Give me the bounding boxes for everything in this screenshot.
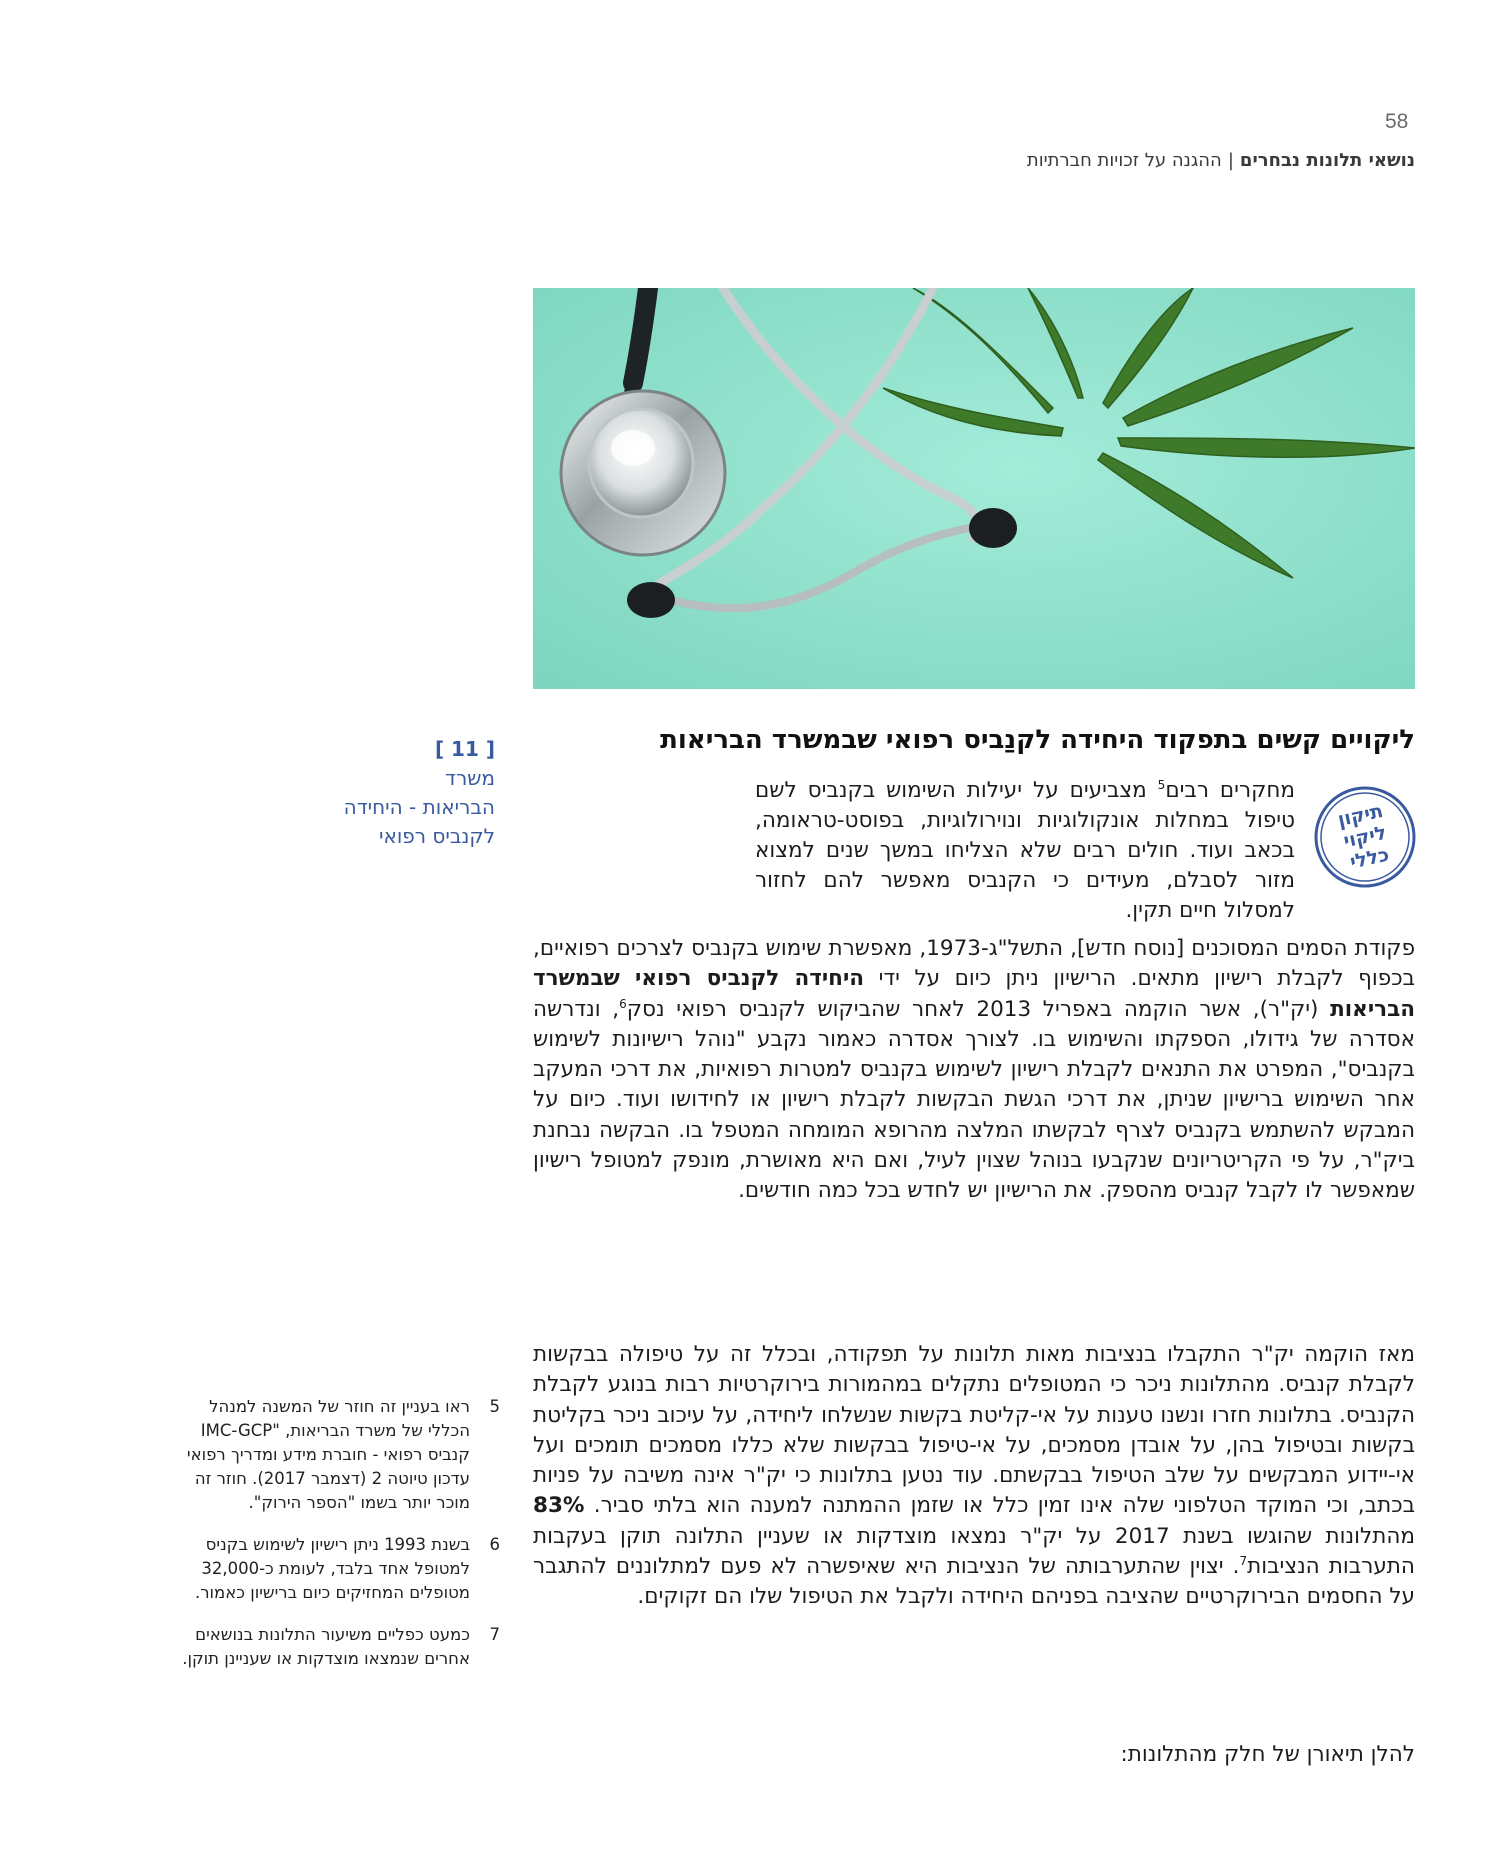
body-paragraph-lead-in: להלן תיאורן של חלק מהתלונות: xyxy=(1120,1742,1415,1767)
footnote xyxy=(170,1623,500,1671)
complaint-body-line: לקנביס רפואי xyxy=(378,824,495,848)
footnote-text: ראו בעניין זה חוזר של המשנה למנהל הכללי של משרד הבריאות, "IMC-GCP קנביס רפואי - חוברת מידע ומדריך רפואי עדכון טיוטה 2 (דצמבר 2017). חוזר זה מוכר יותר בשמו "הספר הירוק". xyxy=(186,1397,470,1512)
hero-photo-stethoscope-cannabis xyxy=(533,288,1415,689)
intro-text: מצביעים על יעילות השימוש בקנביס לשם טיפול במחלות אונקולוגיות ונוירולוגיות, בפוסט-טראומה, בכאב ועוד. חולים רבים שלא הצליחו במשך שנים למצוא מזור לסבלם, מעידים כי הקנביס מאפשר להם לחזור למסלול חיים תקין. xyxy=(755,778,1295,923)
footnote-number: 5 xyxy=(489,1397,500,1416)
body-paragraph xyxy=(533,934,1415,1207)
body-text: (יק"ר), אשר הוקמה באפריל 2013 לאחר שהביקוש לקנביס רפואי נסק xyxy=(626,996,1331,1022)
stamp-line: ליקוי xyxy=(1341,821,1389,853)
hero-illustration xyxy=(533,288,1415,689)
stamp-line: תיקון xyxy=(1335,799,1386,831)
section-title: ליקויים קשים בתפקוד היחידה לקנַביס רפואי שבמשרד הבריאות xyxy=(660,725,1415,755)
body-text: פקודת הסמים המסוכנים [נוסח חדש], התשל"ג-1973, מאפשרת שימוש בקנביס לצרכים רפואיים, בכפוף לקבלת רישיון מתאים. הרישיון ניתן כיום על ידי xyxy=(533,936,1415,992)
running-header-separator: | xyxy=(1227,150,1234,171)
running-header-chapter: ההגנה על זכויות חברתיות xyxy=(1026,150,1222,171)
stethoscope-earpiece-left xyxy=(627,582,675,618)
body-paragraph xyxy=(533,1340,1415,1613)
stamp-badge xyxy=(1313,785,1417,889)
running-header xyxy=(1027,150,1415,171)
body-bold-text: 83% xyxy=(533,1493,585,1519)
footnotes-list xyxy=(170,1395,500,1689)
footnote-number: 6 xyxy=(489,1535,500,1554)
footnote-text: כמעט כפליים משיעור התלונות בנושאים אחרים שנמצאו מוצדקות או שעניינן תוקן. xyxy=(182,1625,470,1668)
footnote xyxy=(170,1395,500,1515)
body-text: מאז הוקמה יק"ר התקבלו בנציבות מאות תלונות על תפקודה, ובכלל זה על טיפולה בבקשות לקבלת קנביס. מהתלונות ניכר כי המטופלים נתקלים במהמורות בירוקרטיות רבות בנוגע לקבלת הקנביס. בתלונות חזרו ונשנו טענות על אי-קליטת בקשות שנשלחו ליחידה, על עיכוב ניכר בקליטת בקשות ובטיפול בהן, על אובדן מסמכים, על אי-טיפול בבקשות שלא כללו מסמכים תומכים ועל אי-יידוע המבקשים על שלב הטיפול בבקשתם. עוד נטען בתלונות כי יק"ר אינה משיבה על פניות בכתב, וכי המוקד הטלפוני שלה אינו זמין כלל או שזמן ההמתנה למענה הוא בלתי סביר. xyxy=(533,1342,1415,1519)
body-text: . יצוין שהתערבותה של הנציבות היא שאיפשרה לא פעם למתלוננים להתגבר על החסמים הבירוקרטיים שהציבה בפניהם היחידה ולקבל את הטיפול שלו הם זקוקים. xyxy=(533,1554,1415,1610)
stamp-line: כללי xyxy=(1348,843,1392,874)
stamp-seal xyxy=(1313,785,1417,889)
complaint-number: [ 11 ] xyxy=(434,737,495,761)
body-text: , ונדרשה אסדרה של גידולו, הספקתו והשימוש בו. לצורך אסדרה כאמור נקבע "נוהל רישיונות לשימוש בקנביס", המפרט את התנאים לקבלת רישיון לשימוש בקנביס למטרות רפואיות, את דרכי המעקב אחר השימוש ברישיון שניתן, את דרכי הגשת הבקשות לקבלת רישיון או לחידושו ועוד. כיום על המבקש להשתמש בקנביס לצרף לבקשתו המלצה מהרופא המומחה המטפל בו. הבקשה נבחנת ביק"ר, על פי הקריטריונים שנקבעו בנוהל שצוין לעיל, ואם היא מאושרת, מונפק למטופל רישיון שמאפשר לו לקבל קנביס מהספק. את הרישיון יש לחדש בכל כמה חודשים. xyxy=(533,996,1415,1204)
complaint-tag xyxy=(270,735,495,851)
footnote-number: 7 xyxy=(489,1625,500,1644)
footnote-ref: 7 xyxy=(1239,1553,1248,1568)
footnote-text: בשנת 1993 ניתן רישיון לשימוש בקניס למטופל אחד בלבד, לעומת כ-32,000 מטופלים המחזיקים כיום ברישיון כאמור. xyxy=(194,1535,470,1602)
complaint-body-line: הבריאות - היחידה xyxy=(343,795,495,819)
intro-text: מחקרים רבים xyxy=(1165,778,1295,803)
footnote-ref: 6 xyxy=(619,996,627,1011)
footnote-ref: 5 xyxy=(1157,777,1166,792)
stethoscope-chestpiece xyxy=(561,391,725,555)
footnote xyxy=(170,1533,500,1605)
intro-paragraph xyxy=(755,776,1295,926)
body-text: מהתלונות שהוגשו בשנת 2017 על יק"ר נמצאו מוצדקות או שעניין התלונה תוקן בעקבות התערבות הנציבות xyxy=(533,1523,1415,1580)
stethoscope-earpiece-right xyxy=(969,508,1017,548)
page-number: 58 xyxy=(1385,110,1409,133)
running-header-section: נושאי תלונות נבחרים xyxy=(1239,150,1415,171)
complaint-body-line: משרד xyxy=(445,766,495,790)
body-bold-text: היחידה לקנביס רפואי שבמשרד הבריאות xyxy=(533,966,1415,1022)
